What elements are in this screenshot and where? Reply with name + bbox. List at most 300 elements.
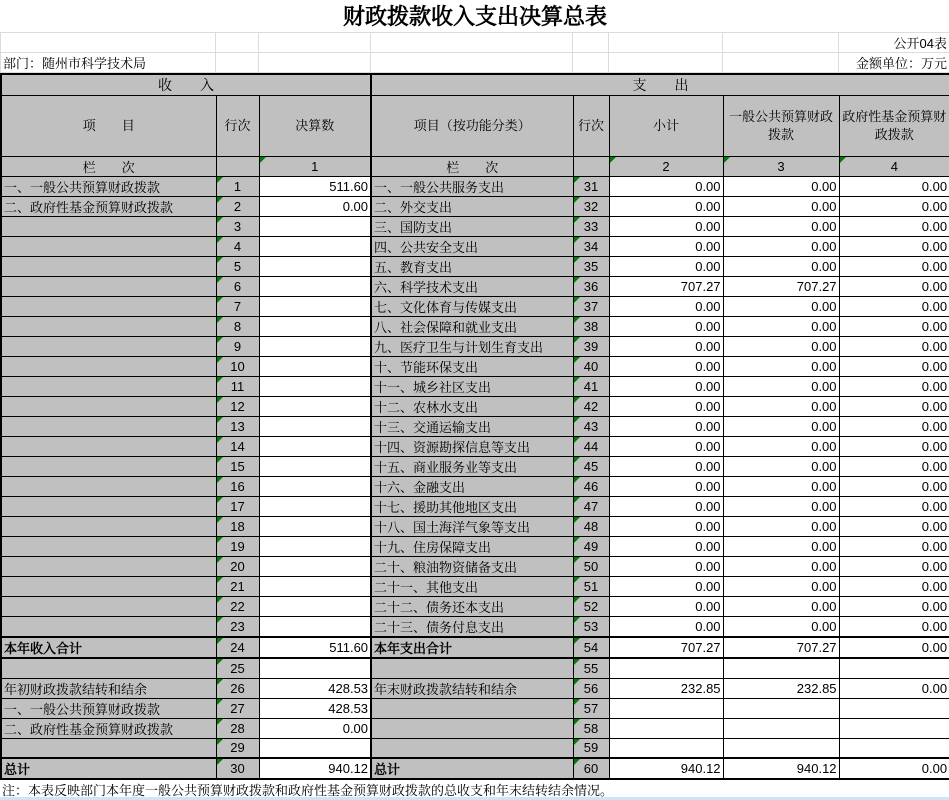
income-line-cell[interactable]	[216, 617, 259, 638]
error-indicator-icon	[217, 337, 223, 343]
table-row	[1, 417, 949, 437]
income-col-number[interactable]	[259, 157, 371, 177]
income-line-cell[interactable]	[216, 517, 259, 537]
income-amount-cell[interactable]	[259, 497, 371, 517]
expense-general-cell[interactable]: 0.00	[723, 577, 839, 597]
empty-cell[interactable]	[259, 32, 371, 52]
expense-govfund-cell[interactable]: 0.00	[839, 597, 949, 617]
expense-line-cell[interactable]	[573, 637, 609, 658]
income-item-cell[interactable]	[1, 457, 216, 477]
income-amount-cell[interactable]: 940.12	[259, 758, 371, 779]
expense-subtotal-cell[interactable]: 0.00	[609, 217, 723, 237]
table-row	[1, 377, 949, 397]
line-number-text: 54	[584, 640, 598, 655]
expense-item-cell[interactable]	[371, 738, 573, 758]
expense-govfund-cell[interactable]	[839, 698, 949, 718]
expense-subtotal-cell[interactable]: 0.00	[609, 617, 723, 638]
error-indicator-icon	[574, 659, 580, 665]
table-row	[1, 357, 949, 377]
expense-item-cell[interactable]: 三、国防支出	[371, 217, 573, 237]
income-amount-cell[interactable]	[259, 738, 371, 758]
expense-govfund-cell[interactable]	[839, 718, 949, 738]
expense-general-cell[interactable]: 0.00	[723, 597, 839, 617]
expense-general-cell[interactable]: 0.00	[723, 457, 839, 477]
income-line-cell[interactable]	[216, 658, 259, 678]
error-indicator-icon	[574, 257, 580, 263]
expense-line-cell[interactable]	[573, 217, 609, 237]
expense-col-number[interactable]	[723, 157, 839, 177]
expense-govfund-cell[interactable]: 0.00	[839, 417, 949, 437]
expense-line-cell[interactable]	[573, 477, 609, 497]
expense-line-cell[interactable]	[573, 437, 609, 457]
empty-cell[interactable]	[573, 32, 609, 52]
income-amount-cell[interactable]	[259, 617, 371, 638]
expense-subtotal-header: 小计	[609, 96, 723, 157]
expense-subtotal-cell[interactable]	[609, 738, 723, 758]
income-line-cell[interactable]	[216, 357, 259, 377]
income-line-cell[interactable]	[216, 597, 259, 617]
expense-general-cell[interactable]: 0.00	[723, 537, 839, 557]
expense-line-cell[interactable]	[573, 557, 609, 577]
expense-line-cell[interactable]	[573, 658, 609, 678]
table-code[interactable]: 公开04表	[839, 32, 949, 52]
expense-line-cell[interactable]	[573, 317, 609, 337]
expense-line-cell[interactable]	[573, 738, 609, 758]
line-number-text: 26	[230, 681, 244, 696]
expense-subtotal-cell[interactable]: 0.00	[609, 457, 723, 477]
income-item-cell[interactable]	[1, 397, 216, 417]
income-line-cell[interactable]	[216, 217, 259, 237]
empty-cell[interactable]	[723, 52, 839, 72]
income-line-cell[interactable]	[216, 637, 259, 658]
income-item-cell[interactable]	[1, 517, 216, 537]
expense-item-cell[interactable]: 十一、城乡社区支出	[371, 377, 573, 397]
income-amount-cell[interactable]	[259, 277, 371, 297]
income-amount-cell[interactable]: 511.60	[259, 177, 371, 197]
empty-cell[interactable]	[573, 157, 609, 177]
expense-subtotal-cell[interactable]: 0.00	[609, 477, 723, 497]
income-amount-cell[interactable]	[259, 297, 371, 317]
income-line-cell[interactable]	[216, 738, 259, 758]
expense-item-cell[interactable]: 二十、粮油物资储备支出	[371, 557, 573, 577]
income-item-cell[interactable]	[1, 337, 216, 357]
income-line-cell[interactable]	[216, 277, 259, 297]
expense-govfund-cell[interactable]: 0.00	[839, 617, 949, 638]
income-line-cell[interactable]	[216, 437, 259, 457]
expense-line-cell[interactable]	[573, 357, 609, 377]
expense-item-cell[interactable]: 十四、资源勘探信息等支出	[371, 437, 573, 457]
expense-subtotal-cell[interactable]: 0.00	[609, 517, 723, 537]
expense-subtotal-cell[interactable]: 0.00	[609, 257, 723, 277]
expense-subtotal-cell[interactable]: 0.00	[609, 497, 723, 517]
income-line-cell[interactable]	[216, 257, 259, 277]
expense-general-cell[interactable]: 0.00	[723, 397, 839, 417]
empty-cell[interactable]	[573, 52, 609, 72]
expense-govfund-cell[interactable]: 0.00	[839, 397, 949, 417]
error-indicator-icon	[217, 397, 223, 403]
income-item-cell[interactable]	[1, 377, 216, 397]
income-item-cell[interactable]: 总计	[1, 758, 216, 779]
expense-subtotal-cell[interactable]: 0.00	[609, 437, 723, 457]
expense-item-cell[interactable]: 十二、农林水支出	[371, 397, 573, 417]
expense-item-cell[interactable]: 本年支出合计	[371, 637, 573, 658]
expense-govfund-cell[interactable]: 0.00	[839, 758, 949, 779]
expense-subtotal-cell[interactable]: 0.00	[609, 417, 723, 437]
line-number-text: 37	[584, 299, 598, 314]
income-item-cell[interactable]	[1, 497, 216, 517]
income-line-cell[interactable]	[216, 758, 259, 779]
income-amount-cell[interactable]	[259, 217, 371, 237]
expense-general-cell[interactable]: 0.00	[723, 257, 839, 277]
line-number-text: 53	[584, 619, 598, 634]
expense-line-cell[interactable]	[573, 617, 609, 638]
income-line-cell[interactable]	[216, 377, 259, 397]
empty-cell[interactable]	[216, 32, 259, 52]
expense-general-cell[interactable]: 0.00	[723, 177, 839, 197]
income-item-cell[interactable]	[1, 557, 216, 577]
expense-general-cell[interactable]: 0.00	[723, 317, 839, 337]
income-item-cell[interactable]	[1, 537, 216, 557]
expense-general-cell[interactable]	[723, 658, 839, 678]
income-amount-cell[interactable]	[259, 658, 371, 678]
expense-item-cell[interactable]: 十三、交通运输支出	[371, 417, 573, 437]
income-amount-cell[interactable]	[259, 417, 371, 437]
expense-govfund-cell[interactable]: 0.00	[839, 197, 949, 217]
expense-general-cell[interactable]: 0.00	[723, 217, 839, 237]
expense-general-cell[interactable]: 0.00	[723, 497, 839, 517]
expense-line-cell[interactable]	[573, 537, 609, 557]
expense-line-cell[interactable]	[573, 678, 609, 698]
income-item-cell[interactable]	[1, 317, 216, 337]
income-line-cell[interactable]	[216, 497, 259, 517]
expense-govfund-cell[interactable]: 0.00	[839, 297, 949, 317]
expense-item-cell[interactable]: 十七、援助其他地区支出	[371, 497, 573, 517]
expense-item-cell[interactable]: 七、文化体育与传媒支出	[371, 297, 573, 317]
income-amount-cell[interactable]: 428.53	[259, 698, 371, 718]
expense-general-cell[interactable]: 0.00	[723, 557, 839, 577]
income-amount-cell[interactable]	[259, 397, 371, 417]
expense-col-number[interactable]	[609, 157, 723, 177]
income-item-cell[interactable]	[1, 217, 216, 237]
income-line-cell[interactable]	[216, 557, 259, 577]
income-line-cell[interactable]	[216, 397, 259, 417]
expense-subtotal-cell[interactable]: 0.00	[609, 197, 723, 217]
expense-line-cell[interactable]	[573, 177, 609, 197]
expense-govfund-cell[interactable]: 0.00	[839, 177, 949, 197]
expense-line-header: 行次	[573, 96, 609, 157]
expense-item-cell[interactable]: 十九、住房保障支出	[371, 537, 573, 557]
expense-general-cell[interactable]: 0.00	[723, 437, 839, 457]
expense-line-cell[interactable]	[573, 758, 609, 779]
empty-cell[interactable]	[371, 32, 573, 52]
income-amount-cell[interactable]	[259, 457, 371, 477]
expense-subtotal-cell[interactable]	[609, 658, 723, 678]
expense-general-cell[interactable]: 0.00	[723, 297, 839, 317]
table-row	[1, 617, 949, 638]
expense-general-cell[interactable]: 0.00	[723, 617, 839, 638]
income-line-cell[interactable]	[216, 537, 259, 557]
error-indicator-icon	[217, 759, 223, 765]
expense-govfund-cell[interactable]: 0.00	[839, 317, 949, 337]
table-row	[1, 217, 949, 237]
line-number-text: 5	[234, 259, 241, 274]
expense-govfund-cell[interactable]	[839, 738, 949, 758]
expense-govfund-cell[interactable]: 0.00	[839, 337, 949, 357]
expense-line-cell[interactable]	[573, 517, 609, 537]
table-body	[1, 177, 949, 780]
expense-line-cell[interactable]	[573, 457, 609, 477]
expense-subtotal-cell[interactable]	[609, 698, 723, 718]
expense-subtotal-cell[interactable]: 0.00	[609, 237, 723, 257]
expense-general-cell[interactable]: 0.00	[723, 377, 839, 397]
income-line-cell[interactable]	[216, 237, 259, 257]
income-item-cell[interactable]	[1, 738, 216, 758]
error-indicator-icon	[217, 217, 223, 223]
expense-subtotal-cell[interactable]	[609, 718, 723, 738]
expense-general-cell[interactable]	[723, 698, 839, 718]
income-line-cell[interactable]	[216, 477, 259, 497]
expense-general-cell[interactable]: 0.00	[723, 197, 839, 217]
income-amount-cell[interactable]	[259, 237, 371, 257]
expense-subtotal-cell[interactable]: 0.00	[609, 177, 723, 197]
expense-line-cell[interactable]	[573, 237, 609, 257]
income-item-cell[interactable]: 二、政府性基金预算财政拨款	[1, 197, 216, 217]
income-amount-cell[interactable]: 0.00	[259, 718, 371, 738]
income-lanci-label: 栏 次	[1, 157, 216, 177]
expense-govfund-cell[interactable]: 0.00	[839, 477, 949, 497]
expense-govfund-cell[interactable]	[839, 658, 949, 678]
expense-govfund-cell[interactable]: 0.00	[839, 637, 949, 658]
income-item-cell[interactable]	[1, 257, 216, 277]
expense-line-cell[interactable]	[573, 417, 609, 437]
expense-col-number[interactable]	[839, 157, 949, 177]
expense-govfund-cell[interactable]: 0.00	[839, 257, 949, 277]
expense-line-cell[interactable]	[573, 257, 609, 277]
expense-line-cell[interactable]	[573, 597, 609, 617]
expense-govfund-cell[interactable]: 0.00	[839, 277, 949, 297]
income-item-cell[interactable]	[1, 477, 216, 497]
empty-cell[interactable]	[259, 52, 371, 72]
income-line-cell[interactable]	[216, 417, 259, 437]
income-amount-cell[interactable]	[259, 577, 371, 597]
income-amount-cell[interactable]: 0.00	[259, 197, 371, 217]
expense-subtotal-cell[interactable]: 0.00	[609, 537, 723, 557]
expense-govfund-cell[interactable]: 0.00	[839, 377, 949, 397]
income-amount-cell[interactable]	[259, 317, 371, 337]
expense-govfund-cell[interactable]: 0.00	[839, 577, 949, 597]
page-title[interactable]: 财政拨款收入支出决算总表	[1, 0, 949, 32]
income-item-cell[interactable]: 一、一般公共预算财政拨款	[1, 177, 216, 197]
line-number-text: 46	[584, 479, 598, 494]
expense-subtotal-cell[interactable]: 0.00	[609, 357, 723, 377]
income-line-cell[interactable]	[216, 337, 259, 357]
expense-line-cell[interactable]	[573, 718, 609, 738]
expense-govfund-cell[interactable]: 0.00	[839, 437, 949, 457]
empty-cell[interactable]	[609, 52, 723, 72]
expense-subtotal-cell[interactable]: 0.00	[609, 557, 723, 577]
expense-item-cell[interactable]	[371, 698, 573, 718]
expense-item-cell[interactable]: 五、教育支出	[371, 257, 573, 277]
expense-item-cell[interactable]: 年末财政拨款结转和结余	[371, 678, 573, 698]
expense-line-cell[interactable]	[573, 577, 609, 597]
income-item-cell[interactable]: 二、政府性基金预算财政拨款	[1, 718, 216, 738]
expense-general-cell[interactable]: 0.00	[723, 237, 839, 257]
expense-general-cell[interactable]: 940.12	[723, 758, 839, 779]
income-line-cell[interactable]	[216, 457, 259, 477]
expense-govfund-cell[interactable]: 0.00	[839, 678, 949, 698]
department-label[interactable]: 部门：随州市科学技术局	[1, 52, 216, 72]
expense-general-cell[interactable]: 0.00	[723, 477, 839, 497]
income-amount-cell[interactable]	[259, 257, 371, 277]
expense-govfund-cell[interactable]: 0.00	[839, 497, 949, 517]
income-line-cell[interactable]	[216, 718, 259, 738]
expense-subtotal-cell[interactable]: 0.00	[609, 317, 723, 337]
expense-govfund-cell[interactable]: 0.00	[839, 557, 949, 577]
line-number-text: 24	[230, 640, 244, 655]
income-line-cell[interactable]	[216, 698, 259, 718]
expense-line-cell[interactable]	[573, 377, 609, 397]
expense-subtotal-cell[interactable]: 0.00	[609, 297, 723, 317]
income-line-cell[interactable]	[216, 177, 259, 197]
expense-item-cell[interactable]: 九、医疗卫生与计划生育支出	[371, 337, 573, 357]
income-amount-cell[interactable]	[259, 437, 371, 457]
expense-subtotal-cell[interactable]: 940.12	[609, 758, 723, 779]
error-indicator-icon	[574, 557, 580, 563]
expense-line-cell[interactable]	[573, 337, 609, 357]
income-item-cell[interactable]: 年初财政拨款结转和结余	[1, 678, 216, 698]
expense-subtotal-cell[interactable]: 232.85	[609, 678, 723, 698]
income-item-cell[interactable]	[1, 357, 216, 377]
expense-item-cell[interactable]	[371, 718, 573, 738]
line-number-text: 40	[584, 359, 598, 374]
income-amount-cell[interactable]	[259, 537, 371, 557]
income-item-cell[interactable]	[1, 417, 216, 437]
expense-subtotal-cell[interactable]: 0.00	[609, 377, 723, 397]
expense-general-cell[interactable]: 0.00	[723, 337, 839, 357]
empty-cell[interactable]	[1, 32, 216, 52]
expense-item-cell[interactable]: 二十一、其他支出	[371, 577, 573, 597]
income-amount-header: 决算数	[259, 96, 371, 157]
income-amount-cell[interactable]	[259, 597, 371, 617]
expense-item-cell[interactable]: 十、节能环保支出	[371, 357, 573, 377]
table-row	[1, 197, 949, 217]
error-indicator-icon	[217, 557, 223, 563]
expense-line-cell[interactable]	[573, 197, 609, 217]
expense-govfund-cell[interactable]: 0.00	[839, 217, 949, 237]
empty-cell[interactable]	[371, 52, 573, 72]
expense-general-cell[interactable]	[723, 738, 839, 758]
expense-govfund-cell[interactable]: 0.00	[839, 357, 949, 377]
income-line-cell[interactable]	[216, 297, 259, 317]
expense-item-cell[interactable]: 十五、商业服务业等支出	[371, 457, 573, 477]
income-item-cell[interactable]	[1, 237, 216, 257]
expense-line-cell[interactable]	[573, 698, 609, 718]
income-amount-cell[interactable]: 511.60	[259, 637, 371, 658]
expense-item-cell[interactable]: 二、外交支出	[371, 197, 573, 217]
expense-govfund-cell[interactable]: 0.00	[839, 237, 949, 257]
expense-govfund-cell[interactable]: 0.00	[839, 537, 949, 557]
expense-general-cell[interactable]: 707.27	[723, 637, 839, 658]
expense-govfund-cell[interactable]: 0.00	[839, 517, 949, 537]
expense-item-cell[interactable]: 八、社会保障和就业支出	[371, 317, 573, 337]
income-line-cell[interactable]	[216, 577, 259, 597]
line-number-text: 14	[230, 439, 244, 454]
expense-line-cell[interactable]	[573, 297, 609, 317]
expense-subtotal-cell[interactable]: 0.00	[609, 577, 723, 597]
income-item-cell[interactable]	[1, 437, 216, 457]
expense-subtotal-cell[interactable]: 707.27	[609, 637, 723, 658]
income-item-cell[interactable]	[1, 297, 216, 317]
line-number-text: 52	[584, 599, 598, 614]
expense-general-cell[interactable]: 707.27	[723, 277, 839, 297]
line-number-text: 32	[584, 199, 598, 214]
expense-subtotal-cell[interactable]: 0.00	[609, 397, 723, 417]
income-line-cell[interactable]	[216, 317, 259, 337]
expense-line-cell[interactable]	[573, 497, 609, 517]
error-indicator-icon	[574, 317, 580, 323]
expense-govfund-cell[interactable]: 0.00	[839, 457, 949, 477]
footnote[interactable]: 注：本表反映部门本年度一般公共预算财政拨款和政府性基金预算财政拨款的总收支和年末结转结余情况。	[0, 780, 949, 797]
empty-cell[interactable]	[216, 52, 259, 72]
expense-item-cell[interactable]: 六、科学技术支出	[371, 277, 573, 297]
expense-general-cell[interactable]: 232.85	[723, 678, 839, 698]
income-item-cell[interactable]	[1, 577, 216, 597]
empty-cell[interactable]	[216, 157, 259, 177]
expense-item-cell[interactable]	[371, 658, 573, 678]
income-line-cell[interactable]	[216, 197, 259, 217]
expense-subtotal-cell[interactable]: 0.00	[609, 597, 723, 617]
error-indicator-icon	[217, 357, 223, 363]
income-amount-cell[interactable]	[259, 517, 371, 537]
expense-general-cell[interactable]	[723, 718, 839, 738]
expense-line-cell[interactable]	[573, 277, 609, 297]
empty-cell[interactable]	[609, 32, 723, 52]
income-item-cell[interactable]: 本年收入合计	[1, 637, 216, 658]
expense-item-cell[interactable]: 一、一般公共服务支出	[371, 177, 573, 197]
expense-item-cell[interactable]: 四、公共安全支出	[371, 237, 573, 257]
expense-general-cell[interactable]: 0.00	[723, 357, 839, 377]
expense-subtotal-cell[interactable]: 707.27	[609, 277, 723, 297]
expense-item-cell[interactable]: 十六、金融支出	[371, 477, 573, 497]
income-amount-cell[interactable]: 428.53	[259, 678, 371, 698]
expense-general-cell[interactable]: 0.00	[723, 517, 839, 537]
expense-item-cell[interactable]: 二十二、债务还本支出	[371, 597, 573, 617]
expense-line-cell[interactable]	[573, 397, 609, 417]
expense-general-cell[interactable]: 0.00	[723, 417, 839, 437]
empty-cell[interactable]	[723, 32, 839, 52]
income-amount-cell[interactable]	[259, 557, 371, 577]
income-amount-cell[interactable]	[259, 377, 371, 397]
income-amount-cell[interactable]	[259, 357, 371, 377]
income-item-cell[interactable]: 一、一般公共预算财政拨款	[1, 698, 216, 718]
line-number-text: 30	[230, 761, 244, 776]
table-row	[1, 718, 949, 738]
income-item-cell[interactable]	[1, 277, 216, 297]
income-line-cell[interactable]	[216, 678, 259, 698]
line-number-text: 6	[234, 279, 241, 294]
income-item-cell[interactable]	[1, 597, 216, 617]
expense-item-cell[interactable]: 二十三、债务付息支出	[371, 617, 573, 638]
income-amount-cell[interactable]	[259, 337, 371, 357]
error-indicator-icon	[574, 497, 580, 503]
expense-item-cell[interactable]: 十八、国土海洋气象等支出	[371, 517, 573, 537]
expense-item-cell[interactable]: 总计	[371, 758, 573, 779]
income-item-cell[interactable]	[1, 658, 216, 678]
expense-subtotal-cell[interactable]: 0.00	[609, 337, 723, 357]
unit-label[interactable]: 金额单位：万元	[839, 52, 949, 72]
income-amount-cell[interactable]	[259, 477, 371, 497]
income-item-cell[interactable]	[1, 617, 216, 638]
